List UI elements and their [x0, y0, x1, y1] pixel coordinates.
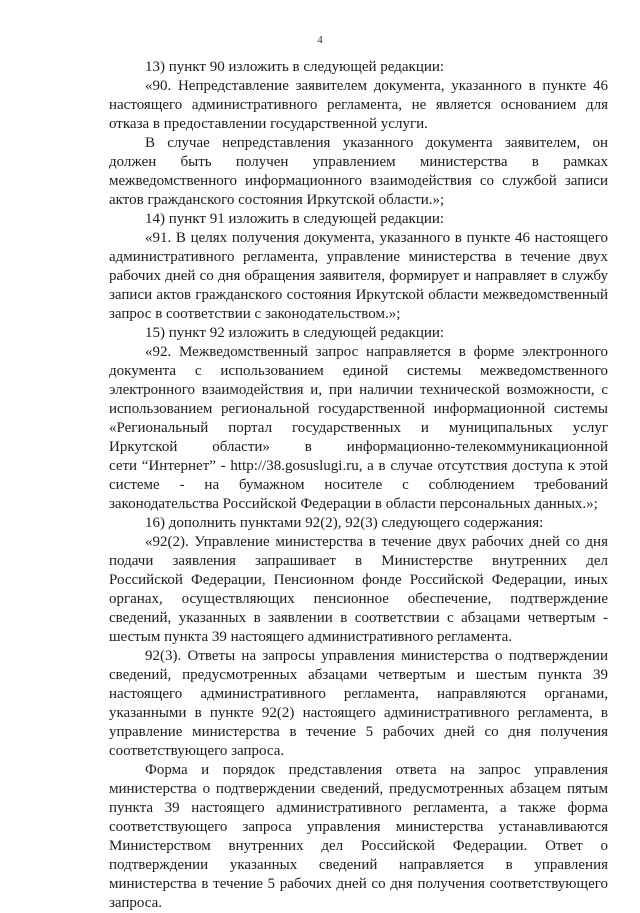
text-line: запроса. — [109, 895, 163, 911]
text-line: В случае непредставления указанного документа заявителем, он — [145, 135, 608, 151]
text-line: «92(2). Управление министерства в течение двух рабочих дней со дня — [145, 534, 608, 550]
text-line: подачи заявления запрашивает в Министерстве внутренних дел — [109, 553, 608, 569]
text-line: «Региональный портал государственных и муниципальных услуг — [109, 420, 608, 436]
text-line: настоящего административного регламента, направляются органами, — [109, 686, 608, 702]
text-line: актов гражданского состояния Иркутской области.»; — [109, 192, 445, 208]
text-line: 15) пункт 92 изложить в следующей редакции: — [145, 325, 445, 341]
text-line: записи актов гражданского состояния Иркутской области межведомственный — [109, 287, 608, 303]
text-line: Российской Федерации, Пенсионном фонде Российской Федерации, иных — [109, 572, 608, 588]
text-line: органах, осуществляющих пенсионное обеспечение, подтверждение — [109, 591, 608, 607]
text-line: «91. В целях получения документа, указанного в пункте 46 настоящего — [145, 230, 608, 246]
text-line: системе - на бумажном носителе с соблюдением требований — [109, 477, 608, 493]
text-line: управление министерства в течение 5 рабочих дней со дня получения — [109, 724, 608, 740]
text-line: документа с использованием единой системы межведомственного — [109, 363, 608, 379]
document-body — [109, 58, 608, 913]
text-line: соответствующего запроса управления министерства устанавливаются — [109, 819, 608, 835]
text-line: 13) пункт 90 изложить в следующей редакции: — [145, 59, 445, 75]
text-line: запрос в соответствии с законодательством.»; — [109, 306, 401, 322]
text-line: законодательства Российской Федерации в области персональных данных.»; — [109, 496, 598, 512]
text-line: пункта 39 настоящего административного регламента, а также форма — [109, 800, 608, 816]
text-line: рабочих дней со дня обращения заявителя, формирует и направляет в службу — [109, 268, 608, 284]
page-number: 4 — [317, 34, 323, 46]
text-line: министерства в течение 5 рабочих дней со дня получения соответствующего — [109, 876, 608, 892]
text-line: Форма и порядок представления ответа на запрос управления — [145, 762, 608, 778]
text-line: электронного взаимодействия и, при наличии технической возможности, с — [109, 382, 608, 398]
text-line: межведомственного информационного взаимодействия со службой записи — [109, 173, 608, 189]
text-line: «90. Непредставление заявителем документа, указанного в пункте 46 — [145, 78, 608, 94]
text-line: административного регламента, управление министерства в течение двух — [109, 249, 608, 265]
text-line: настоящего административного регламента, не является основанием для — [109, 97, 608, 113]
text-line: 14) пункт 91 изложить в следующей редакции: — [145, 211, 445, 227]
text-line: сведений, указанных в заявлении в соответствии с абзацами четвертым - — [109, 610, 608, 626]
text-line: сведений, предусмотренных абзацами четвертым и шестым пункта 39 — [109, 667, 608, 683]
text-line: отказа в предоставлении государственной услуги. — [109, 116, 428, 132]
text-line: сети “Интернет” - http://38.gosuslugi.ru, а в случае отсутствия доступа к этой — [109, 458, 608, 474]
text-line: шестым пункта 39 настоящего административного регламента. — [109, 629, 512, 645]
text-line: указанными в пункте 92(2) настоящего административного регламента, в — [109, 705, 608, 721]
text-line: 16) дополнить пунктами 92(2), 92(3) следующего содержания: — [145, 515, 544, 531]
text-line: Иркутской области» в информационно-телекоммуникационной — [109, 439, 608, 455]
text-line: использованием региональной государственной информационной системы — [109, 401, 608, 417]
text-line: подтверждении указанных сведений направляется в управления — [109, 857, 608, 873]
text-line: должен быть получен управлением министерства в рамках — [109, 154, 608, 170]
text-line: «92. Межведомственный запрос направляется в форме электронного — [145, 344, 608, 360]
text-line: соответствующего запроса. — [109, 743, 285, 759]
text-line: 92(3). Ответы на запросы управления министерства о подтверждении — [145, 648, 608, 664]
text-line: Министерством внутренних дел Российской Федерации. Ответ о — [109, 838, 608, 854]
text-line: министерства о подтверждении сведений, предусмотренных абзацем пятым — [109, 781, 608, 797]
